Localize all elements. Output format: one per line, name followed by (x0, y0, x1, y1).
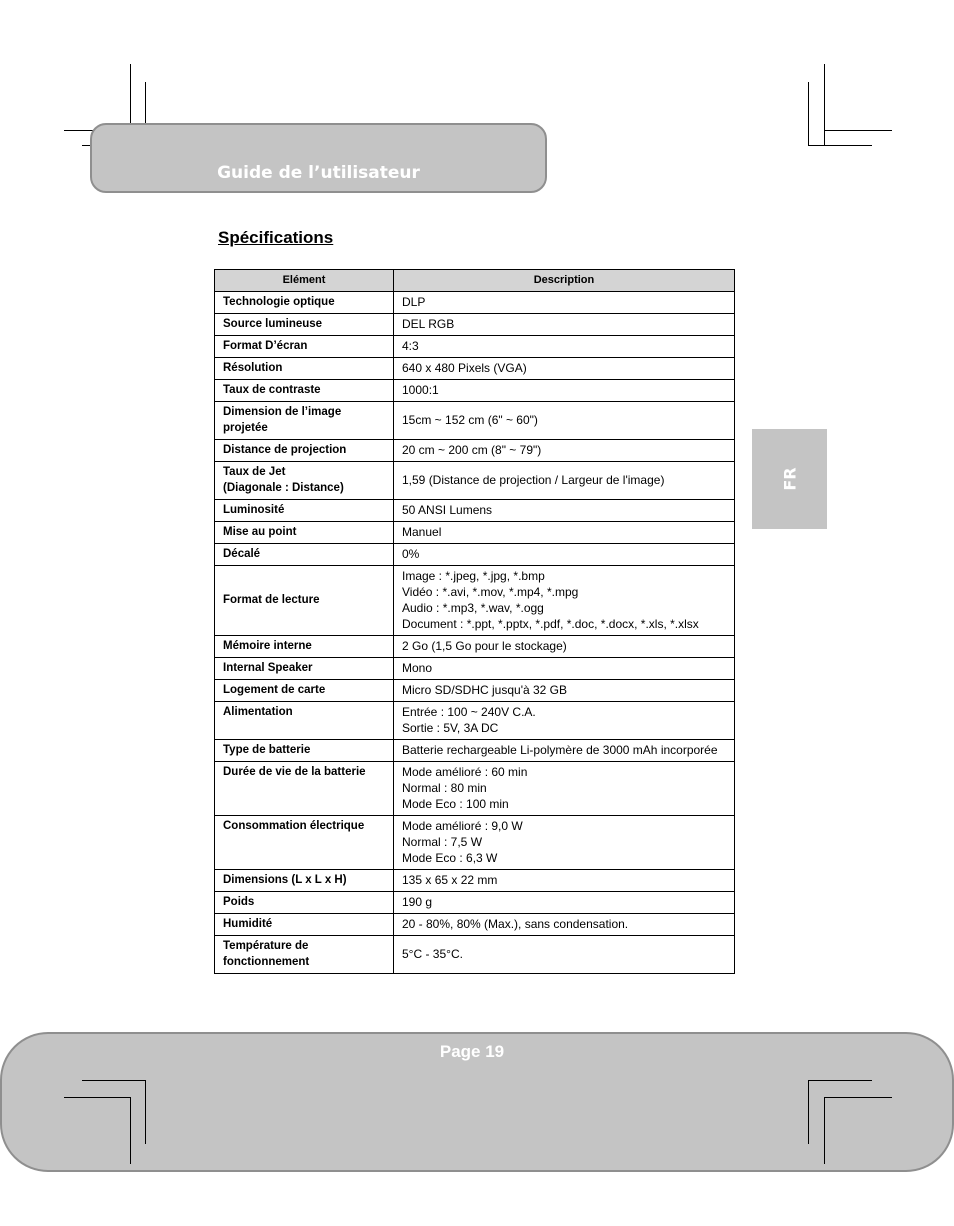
spec-value (394, 636, 735, 658)
section-title: Spécifications (218, 228, 334, 247)
spec-value-line: 20 - 80%, 80% (Max.), sans condensation. (402, 917, 629, 931)
spec-value-line: 640 x 480 Pixels (VGA) (402, 361, 527, 375)
table-row (215, 636, 735, 658)
language-tab (752, 429, 827, 529)
spec-value (394, 762, 735, 816)
spec-value (394, 292, 735, 314)
spec-label (215, 380, 394, 402)
spec-label (215, 544, 394, 566)
spec-value-line: 1000:1 (402, 383, 439, 397)
spec-label (215, 892, 394, 914)
spec-label-text: (Diagonale : Distance) (223, 482, 344, 494)
spec-label-text: Alimentation (223, 706, 293, 718)
spec-label-text: Dimension de l’image projetée (223, 406, 342, 434)
spec-value (394, 462, 735, 500)
table-row (215, 402, 735, 440)
spec-label (215, 870, 394, 892)
table-row (215, 544, 735, 566)
spec-value (394, 336, 735, 358)
spec-value-line: Sortie : 5V, 3A DC (402, 721, 499, 735)
table-body (215, 292, 735, 974)
table-row (215, 816, 735, 870)
spec-label-text: Température de fonctionnement (223, 940, 310, 968)
table-row (215, 314, 735, 336)
spec-label-text: Format de lecture (223, 594, 320, 606)
spec-label (215, 816, 394, 870)
spec-label-text: Type de batterie (223, 744, 311, 756)
header-banner (90, 123, 547, 193)
spec-label (215, 636, 394, 658)
spec-value (394, 702, 735, 740)
table-row (215, 440, 735, 462)
column-header-element: Elément (215, 270, 394, 292)
spec-label-text: Source lumineuse (223, 318, 323, 330)
spec-label (215, 462, 394, 500)
spec-value (394, 358, 735, 380)
spec-label-text: Technologie optique (223, 296, 335, 308)
spec-label (215, 680, 394, 702)
spec-label (215, 358, 394, 380)
spec-value (394, 544, 735, 566)
table-row (215, 380, 735, 402)
table-row (215, 914, 735, 936)
spec-value (394, 658, 735, 680)
spec-value-line: Audio : *.mp3, *.wav, *.ogg (402, 601, 544, 615)
spec-value-line: 5°C - 35°C. (402, 947, 463, 961)
header-title: Guide de l’utilisateur (217, 163, 420, 183)
spec-label (215, 914, 394, 936)
spec-value (394, 440, 735, 462)
table-row (215, 358, 735, 380)
spec-label (215, 740, 394, 762)
spec-label-text: Taux de Jet (223, 466, 286, 478)
spec-label-text: Taux de contraste (223, 384, 321, 396)
spec-value-line: Mono (402, 661, 433, 675)
spec-value (394, 914, 735, 936)
spec-value-line: Vidéo : *.avi, *.mov, *.mp4, *.mpg (402, 585, 579, 599)
spec-value-line: Normal : 7,5 W (402, 835, 483, 849)
table-row (215, 702, 735, 740)
spec-label-text: Mise au point (223, 526, 297, 538)
spec-value (394, 380, 735, 402)
spec-label-text: Poids (223, 896, 255, 908)
page-number: Page 19 (439, 1042, 505, 1061)
spec-label (215, 566, 394, 636)
spec-label (215, 314, 394, 336)
spec-label (215, 402, 394, 440)
spec-label-text: Format D’écran (223, 340, 308, 352)
spec-value-line: Micro SD/SDHC jusqu'à 32 GB (402, 683, 568, 697)
spec-label (215, 500, 394, 522)
table-row (215, 500, 735, 522)
spec-value-line: 0% (402, 547, 420, 561)
spec-label (215, 292, 394, 314)
spec-value (394, 816, 735, 870)
table-row (215, 762, 735, 816)
spec-label (215, 702, 394, 740)
spec-value-line: Batterie rechargeable Li-polymère de 3000 mAh incorporée (402, 743, 718, 757)
spec-label-text: Distance de projection (223, 444, 347, 456)
table-row (215, 658, 735, 680)
spec-label (215, 936, 394, 974)
table-row (215, 870, 735, 892)
table-row (215, 522, 735, 544)
table-header-row (215, 270, 735, 292)
spec-value (394, 870, 735, 892)
spec-label-text: Dimensions (L x L x H) (223, 874, 347, 886)
table-row (215, 680, 735, 702)
spec-value (394, 892, 735, 914)
spec-label-text: Résolution (223, 362, 283, 374)
spec-value-line: Normal : 80 min (402, 781, 487, 795)
spec-value-line: Manuel (402, 525, 442, 539)
spec-value-line: 2 Go (1,5 Go pour le stockage) (402, 639, 567, 653)
language-tab-label: FR (780, 467, 799, 491)
spec-label-text: Humidité (223, 918, 273, 930)
spec-value-line: Mode amélioré : 60 min (402, 765, 528, 779)
table-row (215, 462, 735, 500)
spec-value-line: 50 ANSI Lumens (402, 503, 493, 517)
spec-value (394, 402, 735, 440)
spec-value-line: Entrée : 100 ~ 240V C.A. (402, 705, 536, 719)
column-header-description: Description (394, 270, 735, 292)
spec-value-line: Mode Eco : 100 min (402, 797, 509, 811)
spec-label (215, 762, 394, 816)
spec-value-line: DLP (402, 295, 426, 309)
spec-label (215, 522, 394, 544)
spec-value-line: DEL RGB (402, 317, 455, 331)
spec-value-line: Mode amélioré : 9,0 W (402, 819, 523, 833)
spec-value (394, 740, 735, 762)
spec-value-line: 190 g (402, 895, 433, 909)
spec-label-text: Logement de carte (223, 684, 326, 696)
spec-label (215, 440, 394, 462)
spec-value-line: 15cm ~ 152 cm (6" ~ 60") (402, 413, 538, 427)
spec-label-text: Luminosité (223, 504, 285, 516)
spec-value (394, 936, 735, 974)
table-row (215, 336, 735, 358)
spec-label-text: Durée de vie de la batterie (223, 766, 366, 778)
spec-value-line: 20 cm ~ 200 cm (8" ~ 79") (402, 443, 542, 457)
spec-value (394, 680, 735, 702)
spec-label-text: Décalé (223, 548, 261, 560)
spec-value (394, 566, 735, 636)
table-row (215, 892, 735, 914)
specifications-table (214, 269, 735, 974)
spec-value (394, 314, 735, 336)
footer-banner (0, 1032, 954, 1172)
spec-label-text: Internal Speaker (223, 662, 313, 674)
spec-value-line: 135 x 65 x 22 mm (402, 873, 498, 887)
table-row (215, 566, 735, 636)
table-row (215, 740, 735, 762)
spec-label-text: Mémoire interne (223, 640, 312, 652)
spec-value-line: 4:3 (402, 339, 419, 353)
table-row (215, 936, 735, 974)
spec-label-text: Consommation électrique (223, 820, 365, 832)
table-row (215, 292, 735, 314)
spec-label (215, 336, 394, 358)
spec-value-line: Image : *.jpeg, *.jpg, *.bmp (402, 569, 545, 583)
spec-value-line: 1,59 (Distance de projection / Largeur de l'image) (402, 473, 665, 487)
spec-value (394, 522, 735, 544)
spec-value-line: Mode Eco : 6,3 W (402, 851, 498, 865)
spec-value-line: Document : *.ppt, *.pptx, *.pdf, *.doc, *.docx, *.xls, *.xlsx (402, 617, 699, 631)
spec-label (215, 658, 394, 680)
spec-value (394, 500, 735, 522)
